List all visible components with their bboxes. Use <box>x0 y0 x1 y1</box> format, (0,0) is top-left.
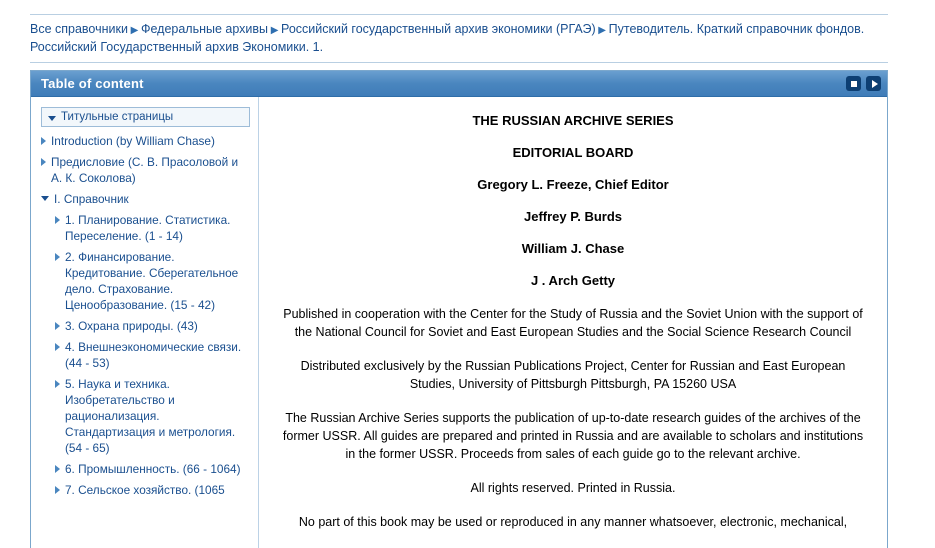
document-editor-chief: Gregory L. Freeze, Chief Editor <box>477 177 669 192</box>
chevron-right-icon <box>55 216 60 224</box>
breadcrumb-item-2[interactable]: Федеральные архивы <box>140 22 269 36</box>
toc-item-label: Предисловие (С. В. Прасоловой и А. К. Соколова) <box>51 155 239 185</box>
breadcrumb-separator-icon: ▶ <box>598 25 606 36</box>
toc-item-label: 7. Сельское хозяйство. (1065 <box>65 483 225 497</box>
chevron-right-icon <box>55 465 60 473</box>
toc-header-label: Титульные страницы <box>61 111 174 123</box>
toc-item-section-3[interactable] <box>41 318 250 334</box>
panel-body <box>31 97 887 548</box>
document-paragraph-5: No part of this book may be used or reproduced in any manner whatsoever, electronic, mechanical, <box>298 515 848 529</box>
breadcrumb-item-4[interactable]: Путеводитель. Краткий справочник фондов. Российский Государственный архив Экономики. 1. <box>30 22 865 54</box>
breadcrumb-separator-icon: ▶ <box>270 25 279 36</box>
breadcrumb-separator-icon: ▶ <box>130 25 139 36</box>
next-button[interactable] <box>866 76 881 91</box>
toc-item-section-7[interactable] <box>41 482 250 498</box>
panel-header <box>31 71 887 97</box>
chevron-right-icon <box>55 322 60 330</box>
toc-item-spravochnik[interactable] <box>41 191 250 207</box>
toc-item-label: I. Справочник <box>54 192 129 206</box>
toc-item-label: 6. Промышленность. (66 - 1064) <box>65 462 241 476</box>
toc-item-section-2[interactable] <box>41 249 250 313</box>
document-paragraph-2: Distributed exclusively by the Russian Publications Project, Center for Russian and East European Studies, University of Pittsburgh Pittsburgh, PA 15260 USA <box>300 359 846 391</box>
document-heading-board: EDITORIAL BOARD <box>512 145 634 160</box>
stop-icon <box>851 81 857 87</box>
toc-item-label: 5. Наука и техника. Изобретательство и рационализация. Стандартизация и метрология. (54 - 65) <box>65 377 236 455</box>
breadcrumb-item-1[interactable]: Все справочники <box>30 22 128 36</box>
stop-button[interactable] <box>846 76 861 91</box>
chevron-right-icon <box>41 158 46 166</box>
document-heading-series: THE RUSSIAN ARCHIVE SERIES <box>472 113 674 128</box>
toc-item-label: 1. Планирование. Статистика. Переселение. (1 - 14) <box>65 213 231 243</box>
toc-sidebar[interactable] <box>31 97 259 548</box>
document-editor-4: J . Arch Getty <box>530 273 616 288</box>
document-paragraph-1: Published in cooperation with the Center for the Study of Russia and the Soviet Union with the support of the National Council for Soviet and East European Studies and the Social Science Research Council <box>283 307 863 339</box>
document-paragraph-4: All rights reserved. Printed in Russia. <box>470 481 676 495</box>
toc-item-section-5[interactable] <box>41 376 250 456</box>
chevron-right-icon <box>55 486 60 494</box>
document-paragraph-3: The Russian Archive Series supports the publication of up-to-date research guides of the archives of the former USSR. All guides are prepared and printed in Russia and are available to scholars and institutions in the former USSR. Proceeds from sales of each guide go to the relevant archive. <box>282 411 864 461</box>
panel-title: Table of content <box>41 76 144 91</box>
toc-item-section-1[interactable] <box>41 212 250 244</box>
content-panel <box>30 70 888 548</box>
breadcrumb <box>30 14 888 63</box>
toc-item-section-4[interactable] <box>41 339 250 371</box>
toc-item-section-6[interactable] <box>41 461 250 477</box>
play-icon <box>872 80 878 88</box>
toc-item-label: 2. Финансирование. Кредитование. Сберегательное дело. Страхование. Ценообразование. (15 - 42) <box>65 250 239 312</box>
toc-item-label: Introduction (by William Chase) <box>51 134 215 148</box>
toc-item-preface[interactable] <box>41 154 250 186</box>
breadcrumb-item-3[interactable]: Российский государственный архив экономики (РГАЭ) <box>281 22 596 36</box>
chevron-right-icon <box>55 380 60 388</box>
chevron-down-icon <box>48 116 56 121</box>
document-view <box>259 97 887 548</box>
document-editor-2: Jeffrey P. Burds <box>523 209 623 224</box>
document-editor-3: William J. Chase <box>521 241 625 256</box>
toc-header-item[interactable] <box>41 107 250 127</box>
chevron-right-icon <box>55 343 60 351</box>
toc-item-label: 3. Охрана природы. (43) <box>65 319 198 333</box>
chevron-right-icon <box>41 137 46 145</box>
toc-item-introduction[interactable] <box>41 133 250 149</box>
breadcrumb-list <box>30 21 888 56</box>
chevron-down-icon <box>41 196 49 201</box>
toc-item-label: 4. Внешнеэкономические связи. (44 - 53) <box>65 340 242 370</box>
chevron-right-icon <box>55 253 60 261</box>
